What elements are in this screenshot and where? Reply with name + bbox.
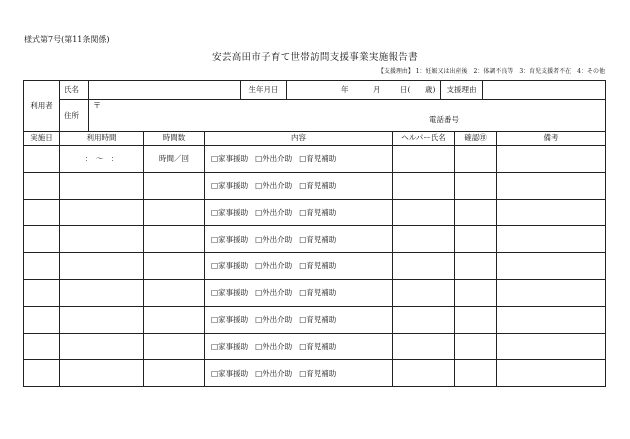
content-cell: [205, 333, 393, 360]
hours-cell[interactable]: [144, 360, 205, 387]
name-field[interactable]: [89, 81, 241, 100]
content-cell: [205, 226, 393, 253]
content-option-checkbox[interactable]: □家事援助: [211, 288, 249, 298]
content-cell: [205, 279, 393, 306]
date-cell[interactable]: [24, 306, 60, 333]
helper-cell[interactable]: [393, 199, 455, 226]
column-header-date: 実施日: [24, 131, 60, 146]
time-cell[interactable]: [60, 226, 144, 253]
content-option-checkbox[interactable]: □家事援助: [211, 180, 249, 190]
helper-cell[interactable]: [393, 172, 455, 199]
time-cell[interactable]: [60, 333, 144, 360]
content-option-checkbox[interactable]: □家事援助: [211, 341, 249, 351]
table-row: [24, 199, 606, 226]
column-header-hours: 時間数: [144, 131, 205, 146]
content-option-checkbox[interactable]: □育児補助: [299, 288, 337, 298]
time-cell[interactable]: [60, 199, 144, 226]
date-cell[interactable]: [24, 226, 60, 253]
confirm-cell[interactable]: [455, 146, 497, 173]
helper-cell[interactable]: [393, 253, 455, 280]
remarks-cell[interactable]: [497, 253, 606, 280]
name-label: 氏名: [60, 81, 89, 100]
helper-cell[interactable]: [393, 279, 455, 306]
table-row: [24, 226, 606, 253]
content-option-checkbox[interactable]: □育児補助: [299, 154, 337, 164]
helper-cell[interactable]: [393, 360, 455, 387]
day-label: 日(: [400, 85, 411, 94]
column-header-time: 利用時間: [60, 131, 144, 146]
content-option-checkbox[interactable]: □育児補助: [299, 234, 337, 244]
content-option-checkbox[interactable]: □外出介助: [255, 234, 293, 244]
address-field[interactable]: [89, 100, 606, 132]
hours-cell[interactable]: [144, 253, 205, 280]
remarks-cell[interactable]: [497, 172, 606, 199]
user-info-table: [23, 80, 606, 132]
content-option-checkbox[interactable]: □外出介助: [255, 154, 293, 164]
hours-cell[interactable]: [144, 333, 205, 360]
table-row: [24, 172, 606, 199]
date-cell[interactable]: [24, 279, 60, 306]
content-option-checkbox[interactable]: □外出介助: [255, 288, 293, 298]
time-cell[interactable]: [60, 172, 144, 199]
content-option-checkbox[interactable]: □外出介助: [255, 314, 293, 324]
confirm-cell[interactable]: [455, 306, 497, 333]
user-label: 利用者: [24, 81, 60, 132]
helper-cell[interactable]: [393, 226, 455, 253]
time-cell[interactable]: [60, 253, 144, 280]
content-option-checkbox[interactable]: □育児補助: [299, 368, 337, 378]
content-option-checkbox[interactable]: □育児補助: [299, 207, 337, 217]
report-table: [23, 131, 606, 387]
confirm-cell[interactable]: [455, 199, 497, 226]
content-option-checkbox[interactable]: □外出介助: [255, 368, 293, 378]
content-option-checkbox[interactable]: □外出介助: [255, 261, 293, 271]
page-title: 安芸高田市子育て世帯訪問支援事業実施報告書: [212, 52, 418, 63]
content-cell: [205, 253, 393, 280]
content-option-checkbox[interactable]: □外出介助: [255, 341, 293, 351]
remarks-cell[interactable]: [497, 199, 606, 226]
content-option-checkbox[interactable]: □育児補助: [299, 314, 337, 324]
confirm-cell[interactable]: [455, 279, 497, 306]
confirm-cell[interactable]: [455, 226, 497, 253]
time-cell[interactable]: [60, 360, 144, 387]
hours-cell[interactable]: [144, 306, 205, 333]
birthdate-field[interactable]: [287, 81, 441, 100]
column-header-content: 内容: [205, 131, 393, 146]
content-option-checkbox[interactable]: □家事援助: [211, 314, 249, 324]
time-cell[interactable]: ： 〜 ：: [60, 146, 144, 173]
date-cell[interactable]: [24, 172, 60, 199]
table-row: [24, 253, 606, 280]
date-cell[interactable]: [24, 146, 60, 173]
content-option-checkbox[interactable]: □家事援助: [211, 261, 249, 271]
year-label: 年: [341, 85, 349, 94]
age-label: 歳): [425, 85, 436, 94]
hours-cell[interactable]: [144, 172, 205, 199]
content-cell: [205, 199, 393, 226]
content-option-checkbox[interactable]: □家事援助: [211, 234, 249, 244]
hours-cell[interactable]: [144, 199, 205, 226]
remarks-cell[interactable]: [497, 333, 606, 360]
content-cell: [205, 360, 393, 387]
time-cell[interactable]: [60, 306, 144, 333]
postal-mark: 〒: [93, 101, 101, 110]
hours-cell[interactable]: [144, 226, 205, 253]
content-option-checkbox[interactable]: □育児補助: [299, 180, 337, 190]
remarks-cell[interactable]: [497, 279, 606, 306]
column-header-confirm: 確認㊞: [455, 131, 497, 146]
content-option-checkbox[interactable]: □家事援助: [211, 207, 249, 217]
content-option-checkbox[interactable]: □外出介助: [255, 207, 293, 217]
confirm-cell[interactable]: [455, 253, 497, 280]
content-cell: [205, 172, 393, 199]
table-row: [24, 306, 606, 333]
confirm-cell[interactable]: [455, 333, 497, 360]
form-number: 様式第7号(第11条関係): [24, 35, 110, 44]
helper-cell[interactable]: [393, 333, 455, 360]
confirm-cell[interactable]: [455, 172, 497, 199]
column-header-remarks: 備考: [497, 131, 606, 146]
phone-label: 電話番号: [429, 115, 459, 124]
content-option-checkbox[interactable]: □家事援助: [211, 368, 249, 378]
month-label: 月: [373, 85, 381, 94]
content-option-checkbox[interactable]: □育児補助: [299, 261, 337, 271]
content-cell: [205, 146, 393, 173]
reason-label: 支援理由: [441, 81, 483, 100]
remarks-cell[interactable]: [497, 146, 606, 173]
date-cell[interactable]: [24, 253, 60, 280]
table-row: [24, 279, 606, 306]
reason-field[interactable]: [483, 81, 606, 100]
address-label: 住所: [60, 100, 89, 132]
remarks-cell[interactable]: [497, 306, 606, 333]
table-row: [24, 360, 606, 387]
content-option-checkbox[interactable]: □外出介助: [255, 180, 293, 190]
hours-cell[interactable]: [144, 279, 205, 306]
column-header-helper: ヘルパー氏名: [393, 131, 455, 146]
date-cell[interactable]: [24, 333, 60, 360]
content-option-checkbox[interactable]: □家事援助: [211, 154, 249, 164]
helper-cell[interactable]: [393, 146, 455, 173]
table-row: [24, 333, 606, 360]
birthdate-label: 生年月日: [241, 81, 287, 100]
content-cell: [205, 306, 393, 333]
table-row: [24, 146, 606, 173]
support-reasons-legend: 【支援理由】 1：妊娠又は出産後 2：体調不良等 3：育児支援者不在 4：その他: [377, 68, 605, 75]
helper-cell[interactable]: [393, 306, 455, 333]
time-cell[interactable]: [60, 279, 144, 306]
date-cell[interactable]: [24, 199, 60, 226]
hours-cell[interactable]: 時間／回: [144, 146, 205, 173]
date-cell[interactable]: [24, 360, 60, 387]
content-option-checkbox[interactable]: □育児補助: [299, 341, 337, 351]
remarks-cell[interactable]: [497, 360, 606, 387]
remarks-cell[interactable]: [497, 226, 606, 253]
confirm-cell[interactable]: [455, 360, 497, 387]
